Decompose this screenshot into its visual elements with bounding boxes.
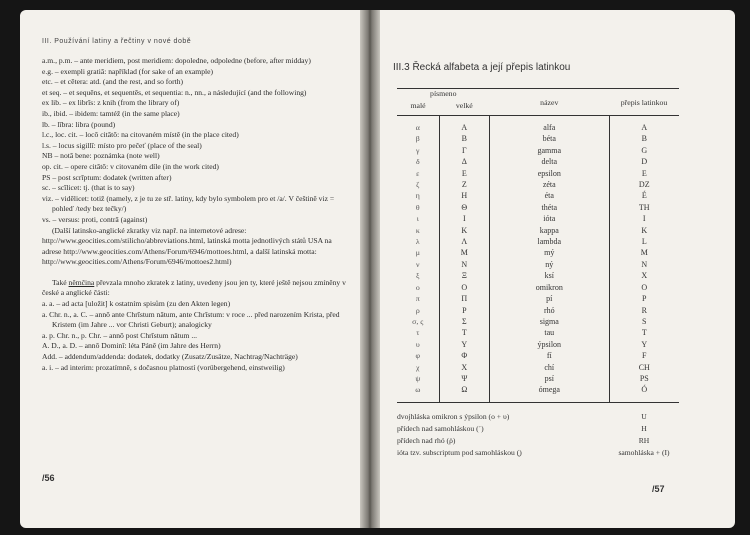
table-cell: Α <box>461 123 468 132</box>
table-cell: λ <box>415 237 420 247</box>
table-cell: béta <box>542 134 556 144</box>
table-cell: fí <box>546 351 552 361</box>
header-prepis: přepis latinkou <box>609 89 679 116</box>
table-cell: Π <box>461 294 468 304</box>
list-item: l.c., loc. cit. – locō citātō: na citovaném místě (in the place cited) <box>42 130 239 140</box>
table-cell: T <box>641 328 647 338</box>
right-page-number: /57 <box>652 484 665 494</box>
table-cell: kappa <box>539 225 559 235</box>
table-cell: μ <box>415 248 420 258</box>
table-cell: samohláska + (I) <box>618 447 670 457</box>
table-cell: Ι <box>462 214 466 224</box>
table-cell: přídech nad rhó (ῥ) <box>397 435 456 445</box>
table-cell: zéta <box>542 180 556 190</box>
paragraph-german <box>42 278 348 299</box>
table-cell: ómega <box>538 385 560 395</box>
table-cell: dvojhláska omikron s ýpsilon (ο + υ) <box>397 411 510 421</box>
table-cell: Τ <box>461 328 467 338</box>
table-cell: ι <box>416 214 419 224</box>
list-item: e.g. – exempli gratiā: například (for sake of an example) <box>42 66 214 76</box>
table-cell: η <box>415 191 420 201</box>
list-item: viz. – vidēlicet: totiž (namely, z je tu ze stř. latiny, kdy bylo symbolem pro et /a/. V češtině viz = pohleď /tedy bez tečky/) <box>42 193 335 214</box>
list-item: a. p. Chr. n., p. Chr. – annō post Chrīstum nātum ... <box>42 330 198 340</box>
table-footer-row <box>397 402 679 459</box>
table-cell: Ψ <box>461 373 468 383</box>
table-cell: TH <box>638 202 650 212</box>
list-item: Add. – addendum/addenda: dodatek, dodatky (Zusatz/Zusätze, Nachtrag/Nachträge) <box>42 352 298 362</box>
underlined-word: němčina <box>68 277 95 287</box>
list-item: a. Chr. n., a. C. – annō ante Chrīstum nātum, ante Chrīstum: v roce ... před narozením Krista, před Kristem (im Jahre ... vor Christi Geburt); analogicky <box>42 309 340 330</box>
table-cell: Y <box>641 339 648 349</box>
table-cell: Ν <box>461 259 468 269</box>
diacritics-descriptions <box>397 402 609 459</box>
table-cell: Λ <box>461 237 468 247</box>
table-cell: É <box>641 191 647 201</box>
latin-column <box>609 116 679 403</box>
table-cell: ε <box>416 168 420 178</box>
list-item: lb. – lībra: libra (pound) <box>42 119 116 129</box>
table-cell: F <box>642 351 647 361</box>
table-cell: O <box>641 282 648 292</box>
table-cell: H <box>641 423 647 433</box>
list-item: a. a. – ad acta [uložit] k ostatním spisům (zu den Akten legen) <box>42 299 231 309</box>
table-cell: ω <box>415 385 421 395</box>
table-cell: E <box>641 168 647 178</box>
table-cell: ióta tzv. subscriptum pod samohláskou (ͅ) <box>397 447 522 457</box>
table-cell: přídech nad samohláskou (᾽) <box>397 423 484 433</box>
table-cell: CH <box>638 362 650 372</box>
table-cell: ksí <box>544 271 554 281</box>
table-cell: ν <box>416 259 420 269</box>
table-cell: γ <box>416 145 420 155</box>
table-body-row <box>397 116 679 403</box>
table-cell: sigma <box>539 316 559 326</box>
list-item: NB – notā bene: poznámka (note well) <box>42 151 160 161</box>
table-cell: omikron <box>535 282 563 292</box>
table-cell: gamma <box>537 145 562 155</box>
table-cell: α <box>415 123 420 132</box>
table-cell: Ε <box>461 168 467 178</box>
table-cell: pí <box>546 294 553 304</box>
table-cell: U <box>641 411 647 421</box>
list-item: ib., ibid. – ibidem: tamtéž (in the same place) <box>42 108 180 118</box>
table-cell: Ο <box>461 282 468 292</box>
table-cell: Μ <box>460 248 468 258</box>
table-cell: χ <box>416 362 420 372</box>
table-cell: ýpsilon <box>537 339 562 349</box>
table-cell: Η <box>461 191 468 201</box>
table-cell: D <box>641 157 648 167</box>
table-cell: ψ <box>415 373 421 383</box>
table-cell: X <box>641 271 648 281</box>
table-cell: chí <box>544 362 555 372</box>
left-text-block <box>42 56 348 373</box>
table-cell: rhó <box>543 305 555 315</box>
table-cell: M <box>640 248 648 258</box>
table-cell: Θ <box>461 202 468 212</box>
list-item: PS – post scrīptum: dodatek (written after) <box>42 172 172 182</box>
table-cell: tau <box>544 328 555 338</box>
table-cell: lambda <box>537 237 562 247</box>
table-cell: Φ <box>461 351 468 361</box>
table-cell: N <box>641 259 648 269</box>
table-cell: RH <box>638 435 650 445</box>
table-cell: δ <box>415 157 420 167</box>
list-item: ex lib. – ex librīs: z knih (from the library of) <box>42 98 180 108</box>
table-cell: psí <box>544 373 554 383</box>
table-cell: mý <box>544 248 555 258</box>
list-item: sc. – scīlicet: tj. (that is to say) <box>42 183 135 193</box>
table-cell: Δ <box>461 157 467 167</box>
table-cell: L <box>641 237 647 247</box>
table-cell: PS <box>639 373 649 383</box>
table-cell: ο <box>415 282 420 292</box>
table-cell: ný <box>545 259 554 269</box>
table-cell: τ <box>416 328 420 338</box>
table-cell: ρ <box>415 305 420 315</box>
abbreviation-list-german <box>42 299 348 373</box>
table-cell: Γ <box>461 145 467 155</box>
table-cell: π <box>415 294 420 304</box>
table-cell: B <box>641 134 647 144</box>
table-cell: éta <box>544 191 554 201</box>
table-cell: delta <box>541 157 558 167</box>
table-cell: θ <box>415 202 420 212</box>
table-cell: epsilon <box>537 168 561 178</box>
table-cell: Β <box>461 134 467 144</box>
header-pismeno: písmeno <box>397 89 490 102</box>
list-item: et seq. – et sequēns, et sequentēs, et sequentia: n., nn., a následující (and the following) <box>42 87 307 97</box>
abbreviation-list-english <box>42 56 348 226</box>
table-cell: théta <box>541 202 558 212</box>
list-item: l.s. – locus sigillī: místo pro pečeť (place of the seal) <box>42 140 202 150</box>
table-cell: DZ <box>638 180 650 190</box>
left-page-number: /56 <box>42 473 55 483</box>
table-cell: Ζ <box>461 180 467 190</box>
table-cell: ióta <box>543 214 556 224</box>
list-item: vs. – versus: proti, contrā (against) <box>42 214 148 224</box>
section-title: III.3 Řecká alfabeta a její přepis latinkou <box>393 62 571 73</box>
table-cell: S <box>642 316 647 326</box>
list-item: a.m., p.m. – ante meridiem, post meridiem: dopoledne, odpoledne (before, after midday) <box>42 56 311 65</box>
list-item: etc. – et cētera: atd. (and the rest, and so forth) <box>42 77 184 87</box>
table-cell: alfa <box>543 123 556 132</box>
list-item: op. cit. – opere citātō: v citovaném díle (in the work cited) <box>42 161 219 171</box>
name-column <box>490 116 610 403</box>
table-cell: Κ <box>461 225 468 235</box>
running-head: III. Používání latiny a řečtiny v nové době <box>42 38 192 45</box>
lowercase-column <box>397 116 439 403</box>
diacritics-transcriptions <box>609 402 679 459</box>
table-cell: Ρ <box>462 305 467 315</box>
list-item: A. D., a. D. – annō Dominī: léta Páně (im Jahre des Herrn) <box>42 341 221 351</box>
header-male: malé <box>397 101 439 116</box>
table-cell: Υ <box>461 339 468 349</box>
table-cell: κ <box>415 225 420 235</box>
table-cell: υ <box>415 339 420 349</box>
table-cell: Χ <box>461 362 468 372</box>
table-cell: I <box>642 214 646 224</box>
table-cell: Ó <box>641 385 648 395</box>
table-cell: ζ <box>416 180 420 190</box>
table-cell: Ω <box>461 385 468 395</box>
greek-alphabet-table <box>397 88 679 459</box>
table-cell: G <box>641 145 648 155</box>
paragraph-links: (Další latinsko-anglické zkratky viz např. na internetové adrese: http://www.geocities.com/stilicho/abbreviations.html, latinská motta jednotlivých států USA na adrese http://www.geocities.com/Athens/Forum/6946/mottoes.html, a další latinská motta: http://www.geocities.com/Athens/Forum/6946/mottoes2.html) <box>42 225 332 267</box>
uppercase-column <box>439 116 489 403</box>
table-cell: R <box>641 305 647 315</box>
table-header-row <box>397 89 679 102</box>
list-item: a. i. – ad interim: prozatímně, s dočasnou platností (vorübergehend, einstweilig) <box>42 362 285 372</box>
table-cell: ξ <box>416 271 420 281</box>
para-rest: převzala mnoho zkratek z latiny, uvedeny jsou jen ty, které ještě nejsou zmíněny v české a anglické části: <box>42 277 346 298</box>
table-cell: K <box>641 225 648 235</box>
header-velke: velké <box>439 101 489 116</box>
book-gutter <box>360 10 380 528</box>
para-prefix: Také <box>52 277 69 287</box>
header-nazev: název <box>490 89 610 116</box>
table-cell: Ξ <box>461 271 467 281</box>
table-cell: A <box>641 123 648 132</box>
table-cell: σ, ς <box>412 316 424 326</box>
table-cell: P <box>642 294 647 304</box>
table-cell: Σ <box>461 316 467 326</box>
table-cell: φ <box>415 351 421 361</box>
table-cell: β <box>415 134 420 144</box>
